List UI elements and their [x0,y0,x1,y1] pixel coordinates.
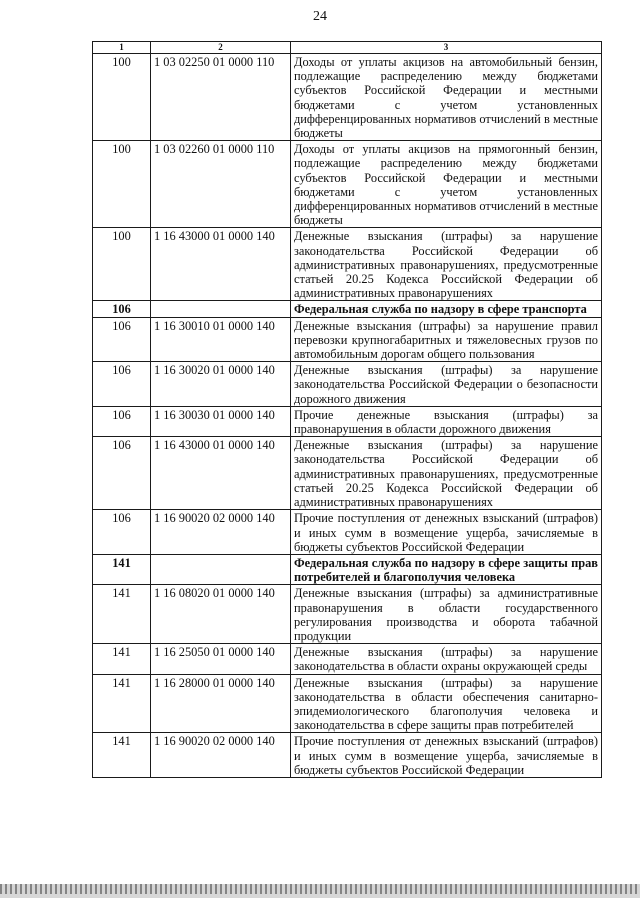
revenue-description-cell: Денежные взыскания (штрафы) за административные правонарушения в области государственного регулирования производства и оборота табачной продукции [291,585,602,644]
revenue-description-cell: Прочие денежные взыскания (штрафы) за правонарушения в области дорожного движения [291,406,602,436]
admin-code-cell: 106 [93,437,151,510]
budget-classification-code-cell: 1 03 02260 01 0000 110 [151,141,291,228]
revenue-description-cell: Денежные взыскания (штрафы) за нарушение законодательства Российской Федерации об административных правонарушениях, предусмотренные статьей 20.25 Кодекса Российской Федерации об административных правонарушениях [291,437,602,510]
revenue-description-cell: Денежные взыскания (штрафы) за нарушение правил перевозки крупногабаритных и тяжеловесных грузов по автомобильным дорогам общего пользования [291,317,602,362]
table-row [93,141,602,228]
budget-classification-code-cell: 1 16 30010 01 0000 140 [151,317,291,362]
table-body [93,54,602,778]
table-row [93,437,602,510]
table-row [93,362,602,407]
budget-classification-code-cell: 1 16 90020 02 0000 140 [151,733,291,778]
revenue-description-cell: Доходы от уплаты акцизов на автомобильный бензин, подлежащие распределению между бюджетами субъектов Российской Федерации и местными бюджетами с учетом установленных дифференцированных нормативов отчислений в местные бюджеты [291,54,602,141]
admin-code-cell: 106 [93,362,151,407]
scan-edge-shadow [0,894,640,898]
budget-classification-code-cell [151,554,291,584]
admin-code-cell: 106 [93,510,151,555]
budget-classification-code-cell: 1 16 90020 02 0000 140 [151,510,291,555]
revenue-description-cell: Федеральная служба по надзору в сфере транспорта [291,301,602,317]
admin-code-cell: 141 [93,644,151,674]
budget-classification-code-cell: 1 16 30030 01 0000 140 [151,406,291,436]
revenue-description-cell: Денежные взыскания (штрафы) за нарушение законодательства в области охраны окружающей среды [291,644,602,674]
budget-classification-code-cell: 1 16 43000 01 0000 140 [151,437,291,510]
table-row [93,733,602,778]
table-row [93,317,602,362]
budget-classification-code-cell: 1 16 30020 01 0000 140 [151,362,291,407]
revenue-description-cell: Денежные взыскания (штрафы) за нарушение законодательства Российской Федерации о безопасности дорожного движения [291,362,602,407]
revenue-description-cell: Федеральная служба по надзору в сфере защиты прав потребителей и благополучия человека [291,554,602,584]
admin-code-cell: 100 [93,54,151,141]
admin-code-cell: 100 [93,141,151,228]
scan-edge-noise [0,884,640,894]
revenue-description-cell: Прочие поступления от денежных взысканий (штрафов) и иных сумм в возмещение ущерба, зачисляемые в бюджеты субъектов Российской Федерации [291,510,602,555]
header-col-1: 1 [93,42,151,54]
table-row [93,510,602,555]
table-row [93,674,602,733]
admin-code-cell: 106 [93,406,151,436]
revenue-description-cell: Прочие поступления от денежных взысканий (штрафов) и иных сумм в возмещение ущерба, зачисляемые в бюджеты субъектов Российской Федерации [291,733,602,778]
admin-code-cell: 141 [93,585,151,644]
table-row [93,585,602,644]
admin-code-cell: 141 [93,554,151,584]
budget-classification-code-cell [151,301,291,317]
budget-classification-code-cell: 1 03 02250 01 0000 110 [151,54,291,141]
revenue-description-cell: Денежные взыскания (штрафы) за нарушение законодательства Российской Федерации об административных правонарушениях, предусмотренные статьей 20.25 Кодекса Российской Федерации об административных правонарушениях [291,228,602,301]
budget-classification-code-cell: 1 16 08020 01 0000 140 [151,585,291,644]
admin-code-cell: 100 [93,228,151,301]
revenue-codes-table [92,41,602,778]
revenue-description-cell: Денежные взыскания (штрафы) за нарушение законодательства в области обеспечения санитарно-эпидемиологического благополучия человека и законодательства в сфере защиты прав потребителей [291,674,602,733]
page-number: 24 [313,9,327,24]
budget-classification-code-cell: 1 16 43000 01 0000 140 [151,228,291,301]
admin-code-cell: 106 [93,317,151,362]
header-col-2: 2 [151,42,291,54]
admin-code-cell: 141 [93,674,151,733]
section-heading-row [93,301,602,317]
table-header-row [93,42,602,54]
table-row [93,644,602,674]
admin-code-cell: 141 [93,733,151,778]
header-col-3: 3 [291,42,602,54]
table-row [93,228,602,301]
budget-classification-code-cell: 1 16 28000 01 0000 140 [151,674,291,733]
admin-code-cell: 106 [93,301,151,317]
table-row [93,54,602,141]
budget-classification-code-cell: 1 16 25050 01 0000 140 [151,644,291,674]
revenue-description-cell: Доходы от уплаты акцизов на прямогонный бензин, подлежащие распределению между бюджетами субъектов Российской Федерации и местными бюджетами с учетом установленных дифференцированных нормативов отчислений в местные бюджеты [291,141,602,228]
section-heading-row [93,554,602,584]
table-row [93,406,602,436]
